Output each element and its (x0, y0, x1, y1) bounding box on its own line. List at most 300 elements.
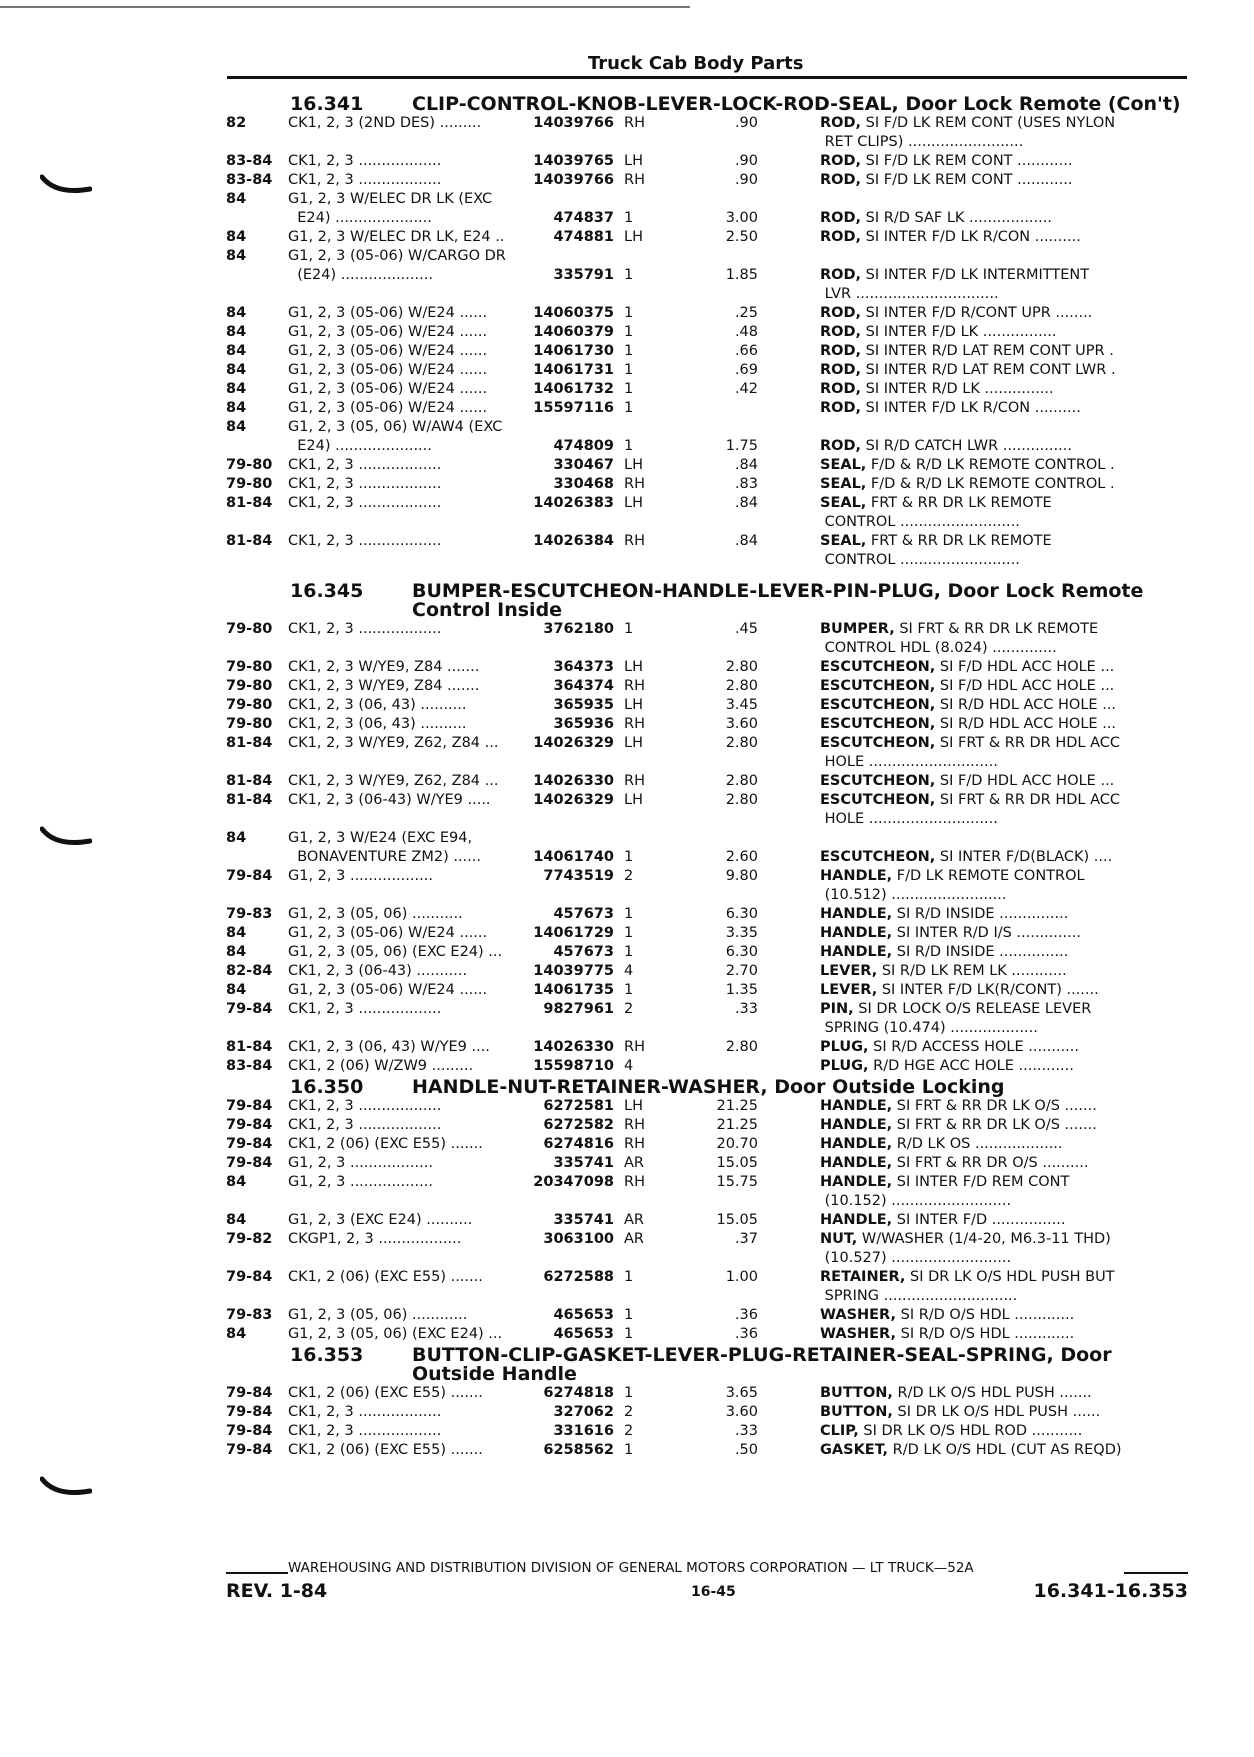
quantity: 2 (624, 868, 634, 884)
model-application: CK1, 2, 3 W/YE9, Z84 ....... (288, 678, 480, 694)
price: .90 (734, 115, 758, 131)
part-row (226, 1097, 1188, 1116)
quantity: 2 (624, 1423, 634, 1439)
description-keyword: SEAL, (820, 533, 867, 549)
description-keyword: ROD, (820, 324, 862, 340)
description (820, 867, 1188, 905)
description-keyword: ESCUTCHEON, (820, 849, 936, 865)
part-row (226, 1057, 1188, 1076)
page-footer (226, 1560, 1188, 1602)
section-title: BUMPER-ESCUTCHEON-HANDLE-LEVER-PIN-PLUG, Door Lock Remote Control Inside (412, 580, 1144, 621)
model-year: 79-80 (226, 457, 273, 473)
quantity: LH (624, 457, 643, 473)
description-keyword: ROD, (820, 305, 862, 321)
model-application: CK1, 2, 3 .................. (288, 1423, 442, 1439)
quantity: LH (624, 495, 643, 511)
description (820, 1211, 1188, 1230)
binding-hole-mark (40, 825, 92, 849)
model-application: G1, 2, 3 (05-06) W/E24 ...... (288, 400, 488, 416)
description (820, 772, 1188, 791)
price: 1.75 (725, 438, 758, 454)
price: .48 (734, 324, 758, 340)
price: .36 (734, 1326, 758, 1342)
description-keyword: HANDLE, (820, 944, 893, 960)
description-text: SI R/D HDL ACC HOLE ... (935, 697, 1117, 713)
part-number: 6272588 (543, 1269, 614, 1285)
description (820, 791, 1188, 829)
model-application: G1, 2, 3 (05-06) W/CARGO DR (288, 248, 506, 264)
model-year: 79-84 (226, 1269, 273, 1285)
model-application: G1, 2, 3 .................. (288, 1174, 433, 1190)
description (820, 943, 1188, 962)
description-text: W/WASHER (1/4-20, M6.3-11 THD) (10.527) .......................... (824, 1231, 1111, 1266)
part-row (226, 475, 1188, 494)
model-application: CK1, 2, 3 .................. (288, 621, 442, 637)
quantity: LH (624, 735, 643, 751)
quantity: LH (624, 229, 643, 245)
quantity: 1 (624, 925, 634, 941)
description-text: SI F/D LK REM CONT ............ (861, 172, 1073, 188)
description (820, 1038, 1188, 1057)
model-application: CK1, 2 (06) (EXC E55) ....... (288, 1136, 483, 1152)
part-row (226, 962, 1188, 981)
description-text: SI DR LK O/S HDL PUSH BUT SPRING ............................. (824, 1269, 1115, 1304)
description (820, 228, 1188, 247)
part-number: 14026330 (533, 773, 614, 789)
description-text: R/D LK O/S HDL (CUT AS REQD) (888, 1442, 1122, 1458)
price: 2.80 (725, 678, 758, 694)
description-keyword: PLUG, (820, 1039, 869, 1055)
description (820, 981, 1188, 1000)
footer-rule-right (1124, 1572, 1188, 1574)
part-row (226, 380, 1188, 399)
part-row (226, 1116, 1188, 1135)
part-row (226, 247, 1188, 266)
part-row (226, 266, 1188, 304)
model-application: G1, 2, 3 (EXC E24) .......... (288, 1212, 473, 1228)
section-title: BUTTON-CLIP-GASKET-LEVER-PLUG-RETAINER-SEAL-SPRING, Door Outside Handle (412, 1344, 1112, 1385)
part-row (226, 456, 1188, 475)
description (820, 304, 1188, 323)
description-keyword: SEAL, (820, 495, 867, 511)
model-year: 84 (226, 830, 247, 846)
part-row (226, 658, 1188, 677)
part-number: 14026330 (533, 1039, 614, 1055)
part-row (226, 848, 1188, 867)
part-number: 14061740 (533, 849, 614, 865)
quantity: 1 (624, 324, 634, 340)
part-number: 14039775 (533, 963, 614, 979)
model-application: G1, 2, 3 (05-06) W/E24 ...... (288, 305, 488, 321)
page-number: 16-45 (691, 1584, 736, 1600)
model-application: BONAVENTURE ZM2) ...... (288, 849, 481, 865)
description (820, 905, 1188, 924)
part-row (226, 1211, 1188, 1230)
description (820, 1325, 1188, 1344)
description-keyword: NUT, (820, 1231, 858, 1247)
description-keyword: LEVER, (820, 963, 878, 979)
description-text: SI R/D LK REM LK ............ (877, 963, 1067, 979)
description-text: SI F/D HDL ACC HOLE ... (935, 659, 1115, 675)
model-application: G1, 2, 3 (05, 06) ........... (288, 906, 463, 922)
description-text: SI INTER F/D ................ (892, 1212, 1066, 1228)
quantity: AR (624, 1212, 644, 1228)
description-text: SI R/D INSIDE ............... (892, 944, 1069, 960)
model-year: 84 (226, 362, 247, 378)
description-keyword: ROD, (820, 172, 862, 188)
model-application: G1, 2, 3 (05-06) W/E24 ...... (288, 381, 488, 397)
model-application: CK1, 2, 3 (2ND DES) ......... (288, 115, 482, 131)
model-year: 84 (226, 343, 247, 359)
part-row (226, 1173, 1188, 1211)
model-application: G1, 2, 3 (05, 06) (EXC E24) ... (288, 1326, 503, 1342)
quantity: 1 (624, 982, 634, 998)
model-application: CK1, 2, 3 W/YE9, Z62, Z84 ... (288, 735, 499, 751)
part-number: 365936 (553, 716, 614, 732)
part-number: 457673 (553, 944, 614, 960)
part-row (226, 905, 1188, 924)
description-keyword: HANDLE, (820, 1098, 893, 1114)
quantity: 1 (624, 381, 634, 397)
part-number: 465653 (553, 1326, 614, 1342)
price: 1.85 (725, 267, 758, 283)
price: 3.35 (725, 925, 758, 941)
price: 21.25 (716, 1098, 758, 1114)
part-row (226, 867, 1188, 905)
price: .84 (734, 495, 758, 511)
model-application: G1, 2, 3 W/ELEC DR LK (EXC (288, 191, 493, 207)
description (820, 1116, 1188, 1135)
part-number: 20347098 (533, 1174, 614, 1190)
part-row (226, 342, 1188, 361)
part-number: 3063100 (543, 1231, 614, 1247)
model-year: 83-84 (226, 153, 273, 169)
description-keyword: ROD, (820, 229, 862, 245)
description-keyword: HANDLE, (820, 925, 893, 941)
model-application: G1, 2, 3 (05-06) W/E24 ...... (288, 343, 488, 359)
price: .83 (734, 476, 758, 492)
description (820, 475, 1188, 494)
quantity: AR (624, 1155, 644, 1171)
price: .37 (734, 1231, 758, 1247)
description-keyword: HANDLE, (820, 1136, 893, 1152)
description (820, 620, 1188, 658)
description-keyword: ROD, (820, 267, 862, 283)
part-row (226, 715, 1188, 734)
description-text: SI INTER F/D LK R/CON .......... (861, 400, 1081, 416)
model-year: 84 (226, 400, 247, 416)
part-number: 14061729 (533, 925, 614, 941)
description (820, 456, 1188, 475)
model-year: 81-84 (226, 792, 273, 808)
part-row (226, 361, 1188, 380)
section-heading (226, 95, 1188, 114)
description (820, 1097, 1188, 1116)
part-row (226, 677, 1188, 696)
part-number: 3762180 (543, 621, 614, 637)
description-keyword: ESCUTCHEON, (820, 697, 936, 713)
description (820, 342, 1188, 361)
description-keyword: HANDLE, (820, 1174, 893, 1190)
model-year: 82-84 (226, 963, 273, 979)
description-text: SI INTER F/D R/CONT UPR ........ (861, 305, 1093, 321)
price: 3.45 (725, 697, 758, 713)
model-application: CK1, 2, 3 (06, 43) .......... (288, 697, 467, 713)
price: .50 (734, 1442, 758, 1458)
page-title: Truck Cab Body Parts (588, 53, 804, 74)
price: 2.80 (725, 659, 758, 675)
model-application: G1, 2, 3 W/ELEC DR LK, E24 .. (288, 229, 505, 245)
quantity: RH (624, 678, 645, 694)
description-keyword: LEVER, (820, 982, 878, 998)
part-row (226, 1441, 1188, 1460)
model-application: CK1, 2 (06) (EXC E55) ....... (288, 1385, 483, 1401)
description (820, 437, 1188, 456)
model-application: G1, 2, 3 .................. (288, 868, 433, 884)
part-number: 6274818 (543, 1385, 614, 1401)
section-number: 16.345 (290, 580, 364, 602)
part-row (226, 696, 1188, 715)
part-row (226, 981, 1188, 1000)
description-text: SI FRT & RR DR LK O/S ....... (892, 1117, 1097, 1133)
model-application: G1, 2, 3 (05, 06) W/AW4 (EXC (288, 419, 503, 435)
model-application: CK1, 2 (06) (EXC E55) ....... (288, 1269, 483, 1285)
quantity: RH (624, 172, 645, 188)
description (820, 924, 1188, 943)
description (820, 323, 1188, 342)
description-keyword: ROD, (820, 362, 862, 378)
price: 20.70 (716, 1136, 758, 1152)
model-application: G1, 2, 3 (05, 06) ............ (288, 1307, 468, 1323)
description-text: SI R/D HDL ACC HOLE ... (935, 716, 1117, 732)
description-text: SI INTER F/D LK(R/CONT) ....... (877, 982, 1099, 998)
description-keyword: WASHER, (820, 1307, 896, 1323)
description (820, 1135, 1188, 1154)
header-rule (227, 76, 1187, 79)
quantity: LH (624, 792, 643, 808)
quantity: RH (624, 1174, 645, 1190)
model-application: CK1, 2, 3 .................. (288, 1001, 442, 1017)
quantity: RH (624, 1039, 645, 1055)
description-keyword: CLIP, (820, 1423, 859, 1439)
footer-division-text: WAREHOUSING AND DISTRIBUTION DIVISION OF GENERAL MOTORS CORPORATION — LT TRUCK—52A (288, 1560, 974, 1576)
part-number: 335741 (553, 1212, 614, 1228)
part-row (226, 532, 1188, 570)
price: 6.30 (725, 906, 758, 922)
model-application: CK1, 2, 3 .................. (288, 153, 442, 169)
model-application: CK1, 2, 3 .................. (288, 476, 442, 492)
part-row (226, 924, 1188, 943)
description-text: SI DR LOCK O/S RELEASE LEVER SPRING (10.474) ................... (824, 1001, 1092, 1036)
model-application: CK1, 2, 3 (06-43) ........... (288, 963, 468, 979)
description (820, 1403, 1188, 1422)
description-keyword: ROD, (820, 400, 862, 416)
model-application: CK1, 2, 3 .................. (288, 1404, 442, 1420)
model-application: CK1, 2, 3 (06, 43) W/YE9 .... (288, 1039, 490, 1055)
description-text: SI F/D HDL ACC HOLE ... (935, 678, 1115, 694)
description-keyword: ESCUTCHEON, (820, 735, 936, 751)
description-text: SI INTER R/D I/S .............. (892, 925, 1081, 941)
description-keyword: HANDLE, (820, 1212, 893, 1228)
description-text: SI R/D CATCH LWR ............... (861, 438, 1072, 454)
part-row (226, 943, 1188, 962)
description-text: SI INTER F/D(BLACK) .... (935, 849, 1113, 865)
description (820, 1306, 1188, 1325)
scan-top-rule (0, 6, 690, 8)
part-number: 14061730 (533, 343, 614, 359)
part-number: 14060379 (533, 324, 614, 340)
section-number: 16.341 (290, 93, 364, 115)
part-row (226, 1325, 1188, 1344)
model-year: 84 (226, 419, 247, 435)
description-text: SI R/D SAF LK .................. (861, 210, 1052, 226)
model-application: G1, 2, 3 W/E24 (EXC E94, (288, 830, 473, 846)
model-application: G1, 2, 3 (05, 06) (EXC E24) ... (288, 944, 503, 960)
model-year: 81-84 (226, 1039, 273, 1055)
description-keyword: GASKET, (820, 1442, 889, 1458)
part-number: 330468 (553, 476, 614, 492)
quantity: 2 (624, 1001, 634, 1017)
section-heading (226, 1346, 1188, 1384)
part-number: 14061732 (533, 381, 614, 397)
part-number: 331616 (553, 1423, 614, 1439)
model-application: CK1, 2, 3 .................. (288, 533, 442, 549)
part-number: 327062 (553, 1404, 614, 1420)
model-year: 79-84 (226, 1423, 273, 1439)
model-application: CK1, 2, 3 .................. (288, 172, 442, 188)
part-row (226, 1135, 1188, 1154)
quantity: RH (624, 115, 645, 131)
price: 3.65 (725, 1385, 758, 1401)
price: 15.05 (716, 1212, 758, 1228)
price: 1.00 (725, 1269, 758, 1285)
part-number: 9827961 (543, 1001, 614, 1017)
part-number: 365935 (553, 697, 614, 713)
description-keyword: ROD, (820, 210, 862, 226)
price: 3.00 (725, 210, 758, 226)
part-row (226, 1403, 1188, 1422)
description-text: F/D & R/D LK REMOTE CONTROL . (866, 457, 1115, 473)
model-year: 84 (226, 1326, 247, 1342)
part-row (226, 171, 1188, 190)
part-number: 14061731 (533, 362, 614, 378)
part-number: 335741 (553, 1155, 614, 1171)
section-number: 16.350 (290, 1076, 364, 1098)
description-text: SI FRT & RR DR O/S .......... (892, 1155, 1089, 1171)
part-number: 335791 (553, 267, 614, 283)
description-keyword: ESCUTCHEON, (820, 716, 936, 732)
model-application: G1, 2, 3 (05-06) W/E24 ...... (288, 982, 488, 998)
part-row (226, 829, 1188, 848)
binding-hole-mark (40, 173, 92, 197)
description-keyword: ESCUTCHEON, (820, 659, 936, 675)
price: .84 (734, 457, 758, 473)
description-keyword: RETAINER, (820, 1269, 906, 1285)
description-keyword: ESCUTCHEON, (820, 678, 936, 694)
quantity: 1 (624, 1385, 634, 1401)
description-text: SI INTER F/D LK ................ (861, 324, 1057, 340)
model-year: 79-84 (226, 1442, 273, 1458)
part-row (226, 734, 1188, 772)
price: 1.35 (725, 982, 758, 998)
model-year: 84 (226, 324, 247, 340)
part-number: 14039766 (533, 115, 614, 131)
description-text: SI FRT & RR DR LK O/S ....... (892, 1098, 1097, 1114)
description (820, 152, 1188, 171)
section-range: 16.341-16.353 (1033, 1580, 1188, 1602)
description (820, 1173, 1188, 1211)
description-text: F/D LK REMOTE CONTROL (10.512) ......................... (824, 868, 1085, 903)
binding-hole-mark (40, 1475, 92, 1499)
part-number: 6274816 (543, 1136, 614, 1152)
model-year: 79-82 (226, 1231, 273, 1247)
price: 6.30 (725, 944, 758, 960)
section-title: HANDLE-NUT-RETAINER-WASHER, Door Outside Locking (412, 1076, 1005, 1098)
part-row (226, 772, 1188, 791)
description (820, 209, 1188, 228)
section-title: CLIP-CONTROL-KNOB-LEVER-LOCK-ROD-SEAL, Door Lock Remote (Con't) (412, 93, 1181, 115)
part-number: 14039766 (533, 172, 614, 188)
model-application: CK1, 2, 3 .................. (288, 1098, 442, 1114)
model-year: 79-84 (226, 1404, 273, 1420)
description (820, 494, 1188, 532)
model-year: 79-84 (226, 1385, 273, 1401)
part-row (226, 1384, 1188, 1403)
model-application: G1, 2, 3 (05-06) W/E24 ...... (288, 362, 488, 378)
quantity: LH (624, 697, 643, 713)
description (820, 1000, 1188, 1038)
model-year: 79-84 (226, 868, 273, 884)
quantity: 2 (624, 1404, 634, 1420)
price: 2.80 (725, 735, 758, 751)
model-year: 84 (226, 1212, 247, 1228)
description-text: SI R/D INSIDE ............... (892, 906, 1069, 922)
model-year: 79-80 (226, 716, 273, 732)
model-application: CK1, 2 (06) (EXC E55) ....... (288, 1442, 483, 1458)
model-year: 81-84 (226, 773, 273, 789)
description-keyword: PIN, (820, 1001, 854, 1017)
part-row (226, 152, 1188, 171)
description-keyword: HANDLE, (820, 906, 893, 922)
description-text: SI R/D ACCESS HOLE ........... (868, 1039, 1079, 1055)
price: .25 (734, 305, 758, 321)
part-row (226, 791, 1188, 829)
description-text: SI FRT & RR DR LK REMOTE CONTROL HDL (8.024) .............. (824, 621, 1099, 656)
part-number: 457673 (553, 906, 614, 922)
description (820, 1230, 1188, 1268)
part-row (226, 620, 1188, 658)
description-text: SI FRT & RR DR HDL ACC HOLE ............................ (824, 735, 1121, 770)
description-keyword: SEAL, (820, 476, 867, 492)
price: .90 (734, 153, 758, 169)
price: 3.60 (725, 1404, 758, 1420)
price: 9.80 (725, 868, 758, 884)
part-number: 14026384 (533, 533, 614, 549)
price: 21.25 (716, 1117, 758, 1133)
model-application: CK1, 2, 3 .................. (288, 457, 442, 473)
description (820, 399, 1188, 418)
part-number: 364374 (553, 678, 614, 694)
part-row (226, 114, 1188, 152)
quantity: 4 (624, 1058, 634, 1074)
quantity: 1 (624, 210, 634, 226)
part-row (226, 494, 1188, 532)
model-application: G1, 2, 3 .................. (288, 1155, 433, 1171)
part-number: 6258562 (543, 1442, 614, 1458)
description-text: FRT & RR DR LK REMOTE CONTROL .......................... (824, 495, 1052, 530)
model-year: 79-83 (226, 1307, 273, 1323)
price: .69 (734, 362, 758, 378)
